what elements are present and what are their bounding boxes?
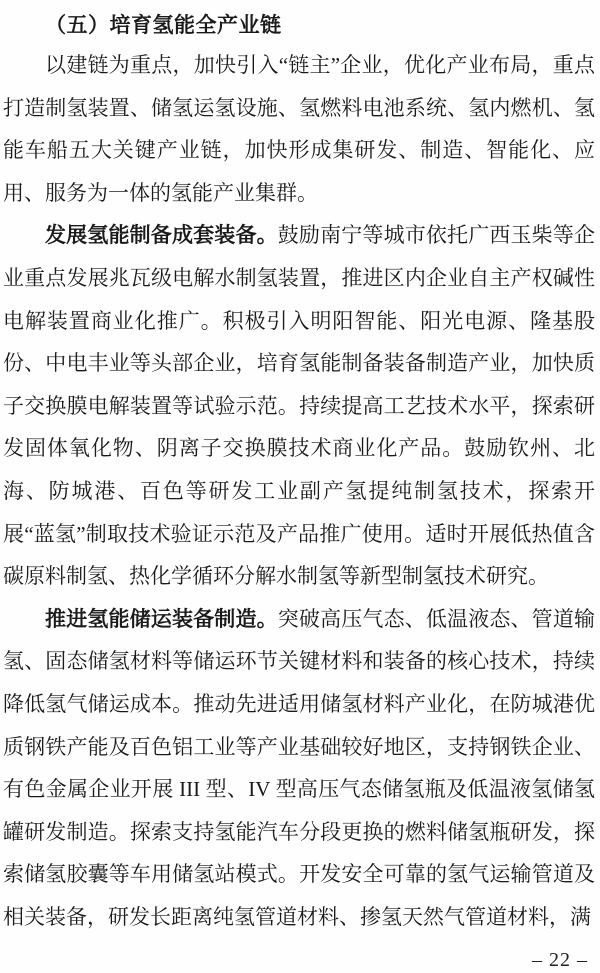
paragraph-text: 突破高压气态、低温液态、管道输氢、固态储氢材料等储运环节关键材料和装备的核心技术，持续降低氢气储运成本。推动先进适用储氢材料产业化，在防城港优质钢铁产能及百色铝工业等产业基础较好地区，支持钢铁企业、有色金属企业开展 III 型、IV 型高压气态储氢瓶及低温液氢储氢罐研发制造。探索支持氢能汽车分段更换的燃料储氢瓶研发，探索储氢胶囊等车用储氢站模式。开发安全可靠的氢气运输管道及相关装备，研发长距离纯氢管道材料、掺氢天然气管道材料，满 [3,606,596,929]
paragraph-text: 鼓励南宁等城市依托广西玉柴等企业重点发展兆瓦级电解水制氢装置，推进区内企业自主产权碱性电解装置商业化推广。积极引入明阳智能、阳光电源、隆基股份、中电丰业等头部企业，培育氢能制备装备制造产业，加快质子交换膜电解装置等试验示范。持续提高工艺技术水平，探索研发固体氧化物、阴离子交换膜技术商业化产品。鼓励钦州、北海、防城港、百色等研发工业副产氢提纯制氢技术，探索开展“蓝氢”制取技术验证示范及产品推广使用。适时开展低热值含碳原料制氢、热化学循环分解水制氢等新型制氢技术研究。 [3,223,596,589]
paragraph-lead: 推进氢能储运装备制造。 [45,606,278,631]
paragraph [3,44,595,214]
paragraph [3,598,595,939]
section-heading: （五）培育氢能全产业链 [45,13,282,37]
page-number: – 22 – [532,949,588,971]
paragraph-text: 以建链为重点，加快引入“链主”企业，优化产业布局，重点打造制氢装置、储氢运氢设施、氢燃料电池系统、氢内燃机、氢能车船五大关键产业链，加快形成集研发、制造、智能化、应用、服务为一体的氢能产业集群。 [3,53,595,205]
paragraph-lead: 发展氢能制备成套装备。 [45,223,278,248]
paragraph [3,214,595,597]
